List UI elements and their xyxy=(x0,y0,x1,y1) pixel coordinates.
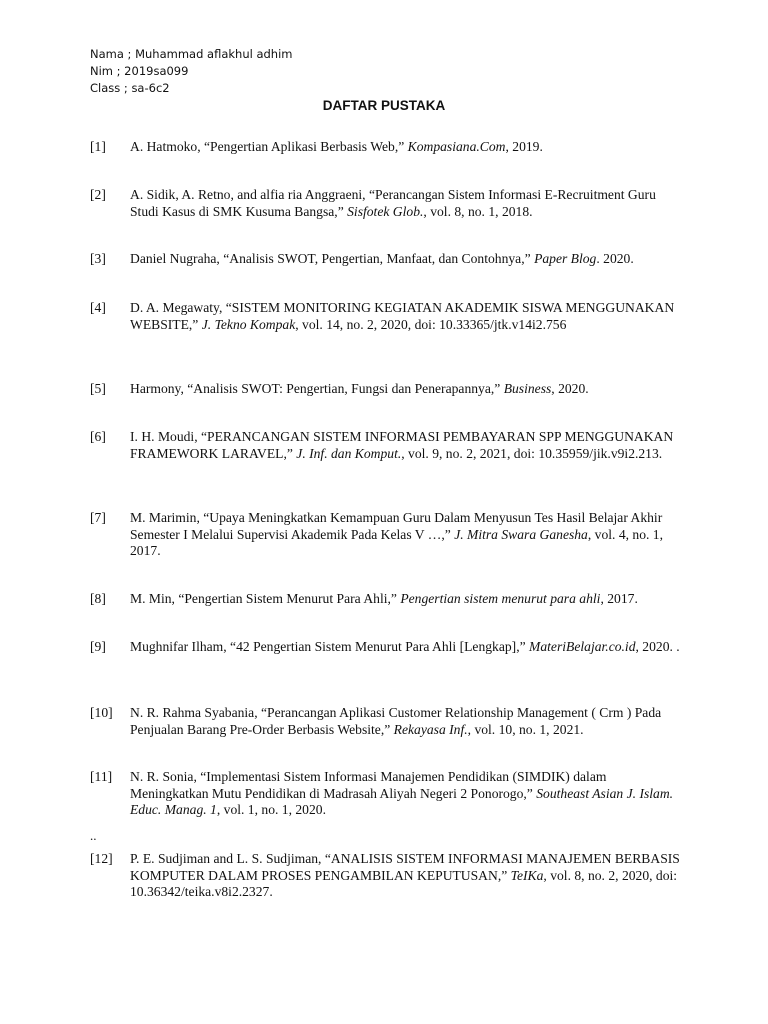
class-line: Class ; sa-6c2 xyxy=(90,81,170,95)
reference-text: N. R. Sonia, “Implementasi Sistem Informasi Manajemen Pendidikan (SIMDIK) dalam Meningkatkan Mutu Pendidikan di Madrasah Aliyah Negeri 2 Ponorogo,” Southeast Asian J. Islam. Educ. Manag. 1, vol. 1, no. 1, 2020. xyxy=(130,769,674,817)
reference-item xyxy=(90,769,680,819)
reference-text: P. E. Sudjiman and L. S. Sudjiman, “ANALISIS SISTEM INFORMASI MANAJEMEN BERBASIS KOMPUTER DALAM PROSES PENGAMBILAN KEPUTUSAN,” TeIKa, vol. 8, no. 2, 2020, doi: 10.36342/teika.v8i2.2327. xyxy=(130,851,680,899)
reference-item xyxy=(90,639,680,656)
separator-dots: .. xyxy=(90,828,97,843)
reference-number: [7] xyxy=(90,510,106,525)
reference-number: [4] xyxy=(90,300,106,315)
reference-text: Mughnifar Ilham, “42 Pengertian Sistem Menurut Para Ahli [Lengkap],” MateriBelajar.co.id, 2020. . xyxy=(130,639,680,654)
reference-text: M. Min, “Pengertian Sistem Menurut Para Ahli,” Pengertian sistem menurut para ahli, 2017. xyxy=(130,591,638,606)
reference-item xyxy=(90,139,680,156)
reference-item xyxy=(90,187,680,220)
reference-item xyxy=(90,851,680,901)
reference-number: [5] xyxy=(90,381,106,396)
reference-number: [12] xyxy=(90,851,113,866)
reference-item xyxy=(90,510,680,560)
page-title: DAFTAR PUSTAKA xyxy=(322,98,446,113)
reference-number: [9] xyxy=(90,639,106,654)
reference-number: [11] xyxy=(90,769,113,784)
reference-number: [8] xyxy=(90,591,106,606)
reference-text: D. A. Megawaty, “SISTEM MONITORING KEGIATAN AKADEMIK SISWA MENGGUNAKAN WEBSITE,” J. Tekno Kompak, vol. 14, no. 2, 2020, doi: 10.33365/jtk.v14i2.756 xyxy=(130,300,675,332)
reference-text: Daniel Nugraha, “Analisis SWOT, Pengertian, Manfaat, dan Contohnya,” Paper Blog. 2020. xyxy=(130,251,634,266)
reference-number: [1] xyxy=(90,139,106,154)
reference-item xyxy=(90,429,680,462)
reference-text: N. R. Rahma Syabania, “Perancangan Aplikasi Customer Relationship Management ( Crm ) Pada Penjualan Barang Pre-Order Berbasis Website,” Rekayasa Inf., vol. 10, no. 1, 2021. xyxy=(130,705,662,737)
name-line: Nama ; Muhammad aflakhul adhim xyxy=(90,47,293,61)
nim-line: Nim ; 2019sa099 xyxy=(90,64,189,78)
reference-item xyxy=(90,591,680,608)
reference-text: A. Sidik, A. Retno, and alfia ria Anggraeni, “Perancangan Sistem Informasi E-Recruitment Guru Studi Kasus di SMK Kusuma Bangsa,” Sisfotek Glob., vol. 8, no. 1, 2018. xyxy=(130,187,656,219)
reference-text: I. H. Moudi, “PERANCANGAN SISTEM INFORMASI PEMBAYARAN SPP MENGGUNAKAN FRAMEWORK LARAVEL,” J. Inf. dan Komput., vol. 9, no. 2, 2021, doi: 10.35959/jik.v9i2.213. xyxy=(130,429,674,461)
reference-text: M. Marimin, “Upaya Meningkatkan Kemampuan Guru Dalam Menyusun Tes Hasil Belajar Akhir Semester I Melalui Supervisi Akademik Pada Kelas V …,” J. Mitra Swara Ganesha, vol. 4, no. 1, 2017. xyxy=(130,510,664,558)
reference-text: Harmony, “Analisis SWOT: Pengertian, Fungsi dan Penerapannya,” Business, 2020. xyxy=(130,381,589,396)
reference-number: [2] xyxy=(90,187,106,202)
reference-number: [6] xyxy=(90,429,106,444)
reference-text: A. Hatmoko, “Pengertian Aplikasi Berbasis Web,” Kompasiana.Com, 2019. xyxy=(130,139,543,154)
reference-number: [3] xyxy=(90,251,106,266)
reference-item xyxy=(90,705,680,738)
reference-item xyxy=(90,381,680,398)
reference-number: [10] xyxy=(90,705,113,720)
reference-item xyxy=(90,251,680,268)
reference-item xyxy=(90,300,680,333)
student-info xyxy=(90,46,293,97)
